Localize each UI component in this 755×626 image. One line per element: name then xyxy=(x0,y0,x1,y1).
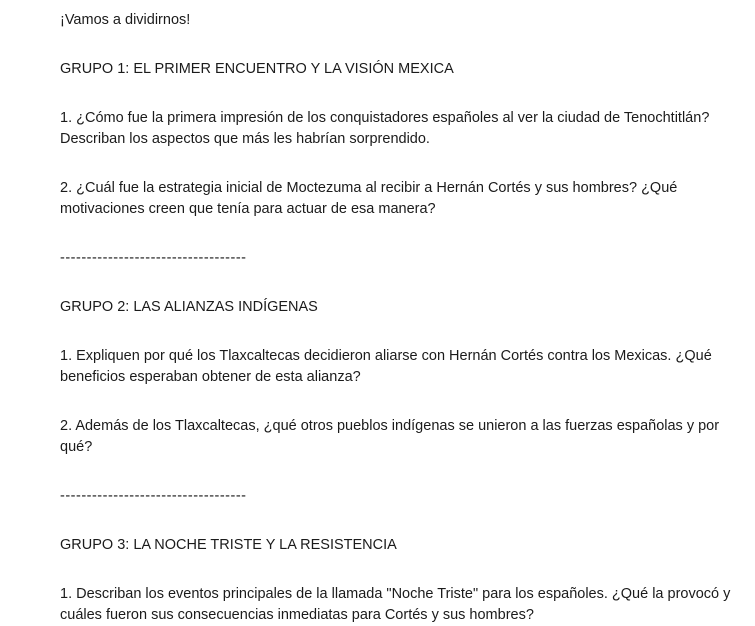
text-line: cuáles fueron sus consecuencias inmediatas para Cortés y sus hombres? xyxy=(60,607,534,623)
text-line: ----------------------------------- xyxy=(60,488,247,504)
group-3-question-1 xyxy=(60,584,731,626)
text-line: beneficios esperaban obtener de esta alianza? xyxy=(60,369,361,385)
group-3-heading xyxy=(60,535,715,556)
group-1-question-1 xyxy=(60,108,715,150)
text-line: 2. ¿Cuál fue la estrategia inicial de Moctezuma al recibir a Hernán Cortés y sus hombres? ¿Qué xyxy=(60,180,678,196)
group-2-question-2 xyxy=(60,416,720,458)
separator-line xyxy=(60,248,715,269)
text-line: ----------------------------------- xyxy=(60,250,247,266)
text-line: 1. Expliquen por qué los Tlaxcaltecas decidieron aliarse con Hernán Cortés contra los Mexicas. ¿Qué xyxy=(60,348,712,364)
text-line: 1. ¿Cómo fue la primera impresión de los conquistadores españoles al ver la ciudad de Tenochtitlán? xyxy=(60,110,710,126)
text-line: GRUPO 2: LAS ALIANZAS INDÍGENAS xyxy=(60,299,318,315)
group-1-question-2 xyxy=(60,178,715,220)
group-1-heading xyxy=(60,59,715,80)
text-line: qué? xyxy=(60,439,93,455)
text-line: Describan los aspectos que más les habrían sorprendido. xyxy=(60,131,430,147)
text-line: GRUPO 3: LA NOCHE TRISTE Y LA RESISTENCIA xyxy=(60,537,397,553)
intro-text xyxy=(60,10,715,31)
text-line: GRUPO 1: EL PRIMER ENCUENTRO Y LA VISIÓN MEXICA xyxy=(60,61,454,77)
text-line: ¡Vamos a dividirnos! xyxy=(60,12,191,28)
separator-line xyxy=(60,486,715,507)
group-2-heading xyxy=(60,297,715,318)
group-2-question-1 xyxy=(60,346,715,388)
text-line: 2. Además de los Tlaxcaltecas, ¿qué otros pueblos indígenas se unieron a las fuerzas españolas y por xyxy=(60,418,720,434)
text-line: 1. Describan los eventos principales de la llamada "Noche Triste" para los españoles. ¿Qué la provocó y xyxy=(60,586,731,602)
text-line: motivaciones creen que tenía para actuar de esa manera? xyxy=(60,201,436,217)
